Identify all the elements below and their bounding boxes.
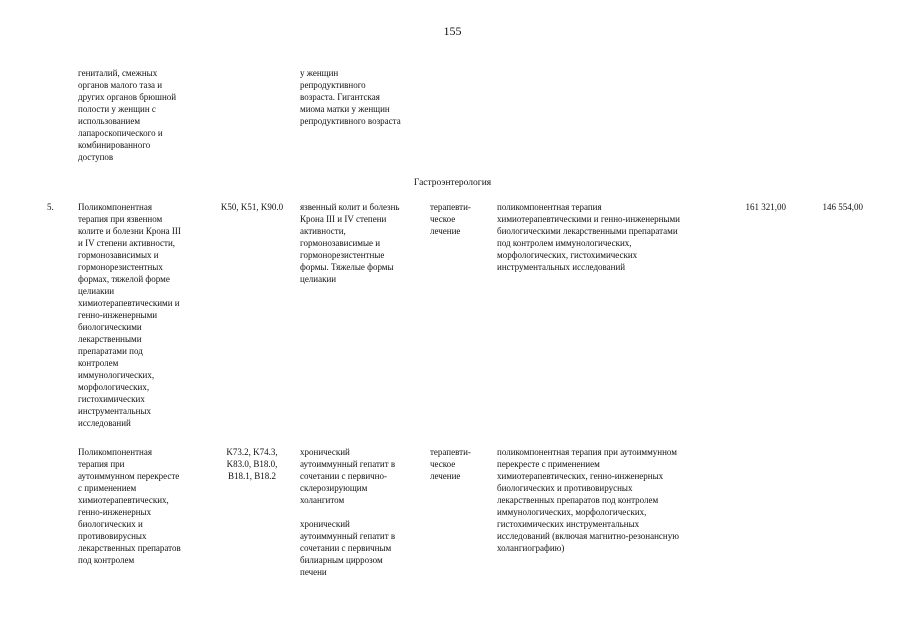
text-line: K83.0, B18.0,	[226, 459, 278, 469]
text-line: целиакии	[300, 274, 337, 284]
text-line: формах, тяжелой форме	[78, 274, 170, 284]
text-line: гистохимических инструментальных	[497, 519, 640, 529]
text-line: перекресте с применением	[497, 459, 600, 469]
text-line: B18.1, B18.2	[227, 471, 276, 481]
text-line: аутоиммунный гепатит в	[300, 459, 396, 469]
text-line: язвенный колит и болезнь	[300, 202, 400, 212]
text-line: противовирусных	[78, 531, 147, 541]
text-line: Крона III и IV степени	[300, 214, 387, 224]
text-line: химиотерапевтическими и генно-инженерными	[497, 214, 680, 224]
icd-codes	[212, 446, 292, 482]
text-line: терапия при язвенном	[78, 214, 163, 224]
text-line: активности,	[300, 226, 346, 236]
treatment-type	[430, 201, 490, 237]
text-line: возраста. Гигантская	[300, 92, 380, 102]
text-line: иммунологических, морфологических,	[497, 507, 647, 517]
text-line: химиотерапевтических, генно-инженерных	[497, 471, 664, 481]
text-line: комбинированного	[78, 140, 151, 150]
text-line: гормонозависимые и	[300, 238, 381, 248]
cost-value: 146 554,00	[822, 202, 863, 212]
text-line: миома матки у женщин	[300, 104, 390, 114]
text-line: билиарным циррозом	[300, 555, 383, 565]
treatment-type	[430, 446, 490, 482]
text-line: хронический	[300, 519, 350, 529]
text-line: лечение	[430, 471, 461, 481]
cost-value: 161 321,00	[745, 202, 786, 212]
text-line: лекарственных препаратов под контролем	[497, 495, 659, 505]
text-line: препаратами под	[78, 346, 143, 356]
text-line: поликомпонентная терапия	[497, 202, 602, 212]
text-line: репродуктивного	[300, 80, 366, 90]
text-line: аутоиммунном перекресте	[78, 471, 180, 481]
continued-patient-model	[300, 67, 430, 127]
text-line: гениталий, смежных	[78, 68, 158, 78]
text-line: холангитом	[300, 495, 345, 505]
text-line: формы. Тяжелые формы	[300, 262, 394, 272]
text-line: контролем	[78, 358, 119, 368]
text-line: с применением	[78, 483, 137, 493]
text-line: гормонорезистентных	[78, 262, 163, 272]
page-number: 155	[443, 24, 462, 38]
text-line: гормонозависимых и	[78, 250, 159, 260]
text-line: биологических и противовирусных	[497, 483, 633, 493]
text-line: гормонорезистентные	[300, 250, 385, 260]
text-line: у женщин	[300, 68, 339, 78]
treatment-method	[497, 201, 727, 273]
text-line: ческое	[430, 214, 456, 224]
text-line: терапия при	[78, 459, 125, 469]
text-line: биологических и	[78, 519, 143, 529]
text-line: генно-инженерных	[78, 507, 152, 517]
text-line: гистохимических	[78, 394, 145, 404]
text-line: склерозирующим	[300, 483, 368, 493]
text-line: Поликомпонентная	[78, 202, 152, 212]
text-line: терапевти-	[430, 447, 471, 457]
text-line: химиотерапевтических,	[78, 495, 169, 505]
service-name	[78, 201, 218, 429]
text-line: инструментальных	[78, 406, 152, 416]
text-line	[300, 506, 425, 518]
text-line: K50, K51, K90.0	[220, 202, 284, 212]
text-line: терапевти-	[430, 202, 471, 212]
text-line: доступов	[78, 152, 114, 162]
section-title: Гастроэнтерология	[413, 178, 492, 188]
text-line: других органов брюшной	[78, 92, 177, 102]
text-line: исследований	[78, 418, 131, 428]
text-line: печени	[300, 567, 327, 577]
text-line: колите и болезни Крона III	[78, 226, 181, 236]
patient-model	[300, 446, 425, 578]
text-line: поликомпонентная терапия при аутоиммунном	[497, 447, 677, 457]
text-line: морфологических,	[78, 382, 150, 392]
text-line: Поликомпонентная	[78, 447, 152, 457]
text-line: иммунологических,	[78, 370, 155, 380]
text-line: и IV степени активности,	[78, 238, 176, 248]
text-line: лапароскопического и	[78, 128, 163, 138]
row-number: 5.	[47, 202, 54, 212]
text-line: биологическими лекарственными препаратами	[497, 226, 678, 236]
text-line: биологическими	[78, 322, 142, 332]
text-line: репродуктивного возраста	[300, 116, 401, 126]
text-line: инструментальных исследований	[497, 262, 626, 272]
continued-service-name	[78, 67, 218, 163]
text-line: лекарственных препаратов	[78, 543, 181, 553]
text-line: химиотерапевтическими и	[78, 298, 180, 308]
text-line: исследований (включая магнитно-резонансную	[497, 531, 679, 541]
text-line: сочетании с первичным	[300, 543, 392, 553]
text-line: под контролем иммунологических,	[497, 238, 632, 248]
text-line: K73.2, K74.3,	[226, 447, 278, 457]
treatment-method	[497, 446, 727, 554]
text-line: хронический	[300, 447, 350, 457]
text-line: аутоиммунный гепатит в	[300, 531, 396, 541]
text-line: ческое	[430, 459, 456, 469]
icd-codes	[212, 201, 292, 213]
text-line: холангиографию)	[497, 543, 565, 553]
text-line: лечение	[430, 226, 461, 236]
service-name	[78, 446, 218, 566]
text-line: лекарственными	[78, 334, 142, 344]
text-line: целиакии	[78, 286, 115, 296]
text-line: генно-инженерными	[78, 310, 158, 320]
text-line: сочетании с первично-	[300, 471, 387, 481]
text-line: использованием	[78, 116, 141, 126]
text-line: морфологических, гистохимических	[497, 250, 638, 260]
text-line: органов малого таза и	[78, 80, 163, 90]
patient-model	[300, 201, 425, 285]
text-line: полости у женщин с	[78, 104, 156, 114]
text-line: под контролем	[78, 555, 135, 565]
